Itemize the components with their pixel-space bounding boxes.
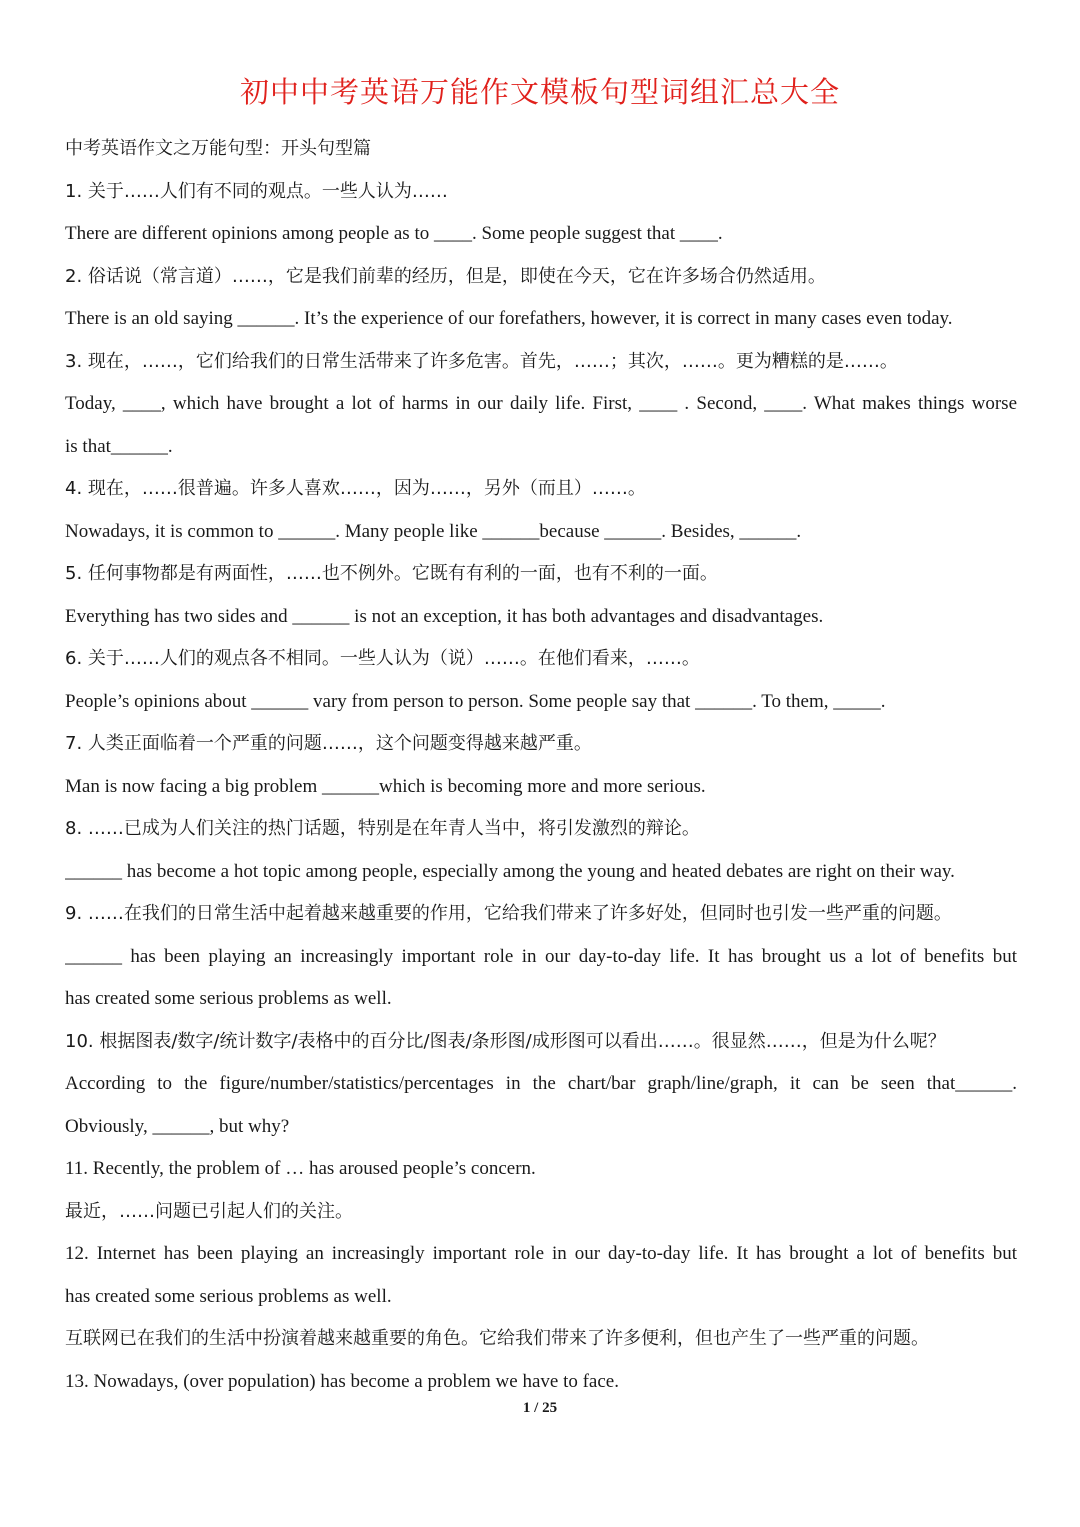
page-number: 1 / 25 — [522, 1400, 558, 1416]
text-line: 3. 现在，……，它们给我们的日常生活带来了许多危害。首先，……；其次，……。更为糟糕的是……。 — [65, 350, 898, 372]
text-line: is that______. — [65, 435, 173, 457]
text-line: 6. 关于……人们的观点各不相同。一些人认为（说）……。在他们看来，……。 — [65, 648, 700, 669]
text-line: has created some serious problems as well. — [65, 1285, 392, 1307]
text-line: Today, ____, which have brought a lot of harms in our daily life. First, ____ . Second, ____. What makes things worse — [65, 393, 1017, 414]
text-line: There are different opinions among people as to ____. Some people suggest that ____. — [65, 223, 723, 244]
document-title: 初中中考英语万能作文模板句型词组汇总大全 — [239, 75, 840, 109]
text-line: 9. ……在我们的日常生活中起着越来越重要的作用，它给我们带来了许多好处，但同时也引发一些严重的问题。 — [65, 903, 952, 924]
text-line: 11. Recently, the problem of … has aroused people’s concern. — [65, 1158, 536, 1179]
text-line: ______ has been playing an increasingly important role in our day-to-day life. It has brought us a lot of benefits but — [65, 945, 1017, 967]
text-line: Nowadays, it is common to ______. Many people like ______because ______. Besides, ______. — [65, 520, 802, 542]
text-line: Obviously, ______, but why? — [65, 1115, 290, 1137]
text-line: 最近，……问题已引起人们的关注。 — [65, 1200, 353, 1222]
text-line: 4. 现在，……很普遍。许多人喜欢……，因为……，另外（而且）……。 — [65, 478, 646, 499]
text-line: 8. ……已成为人们关注的热门话题，特别是在年青人当中，将引发激烈的辩论。 — [65, 818, 700, 839]
text-line: 互联网已在我们的生活中扮演着越来越重要的角色。它给我们带来了许多便利，但也产生了一些严重的问题。 — [65, 1328, 929, 1349]
text-line: 13. Nowadays, (over population) has become a problem we have to face. — [65, 1370, 619, 1392]
text-line: Everything has two sides and ______ is not an exception, it has both advantages and disadvantages. — [65, 605, 824, 627]
text-line: 2. 俗话说（常言道）……，它是我们前辈的经历，但是，即使在今天，它在许多场合仍然适用。 — [65, 265, 826, 287]
text-line: 1. 关于……人们有不同的观点。一些人认为…… — [65, 180, 448, 202]
text-line: ______ has become a hot topic among people, especially among the young and heated debates are right on their way. — [65, 860, 955, 882]
text-line: 12. Internet has been playing an increasingly important role in our day-to-day life. It has brought a lot of benefits but — [65, 1243, 1017, 1264]
text-line: 中考英语作文之万能句型：开头句型篇 — [65, 138, 371, 159]
text-line: 10. 根据图表/数字/统计数字/表格中的百分比/图表/条形图/成形图可以看出……。很显然……，但是为什么呢？ — [65, 1030, 946, 1052]
text-line: Man is now facing a big problem ______which is becoming more and more serious. — [65, 775, 706, 797]
content-body — [65, 128, 1017, 1403]
text-line: According to the figure/number/statistics/percentages in the chart/bar graph/line/graph, it can be seen that______. — [65, 1073, 1017, 1094]
text-line: People’s opinions about ______ vary from person to person. Some people say that ______. To them, _____. — [65, 690, 886, 712]
text-line: 7. 人类正面临着一个严重的问题……，这个问题变得越来越严重。 — [65, 733, 592, 754]
text-line: 5. 任何事物都是有两面性，……也不例外。它既有有利的一面，也有不利的一面。 — [65, 563, 718, 584]
text-line: has created some serious problems as well. — [65, 988, 392, 1009]
text-line: There is an old saying ______. It’s the experience of our forefathers, however, it is correct in many cases even today. — [65, 308, 953, 329]
